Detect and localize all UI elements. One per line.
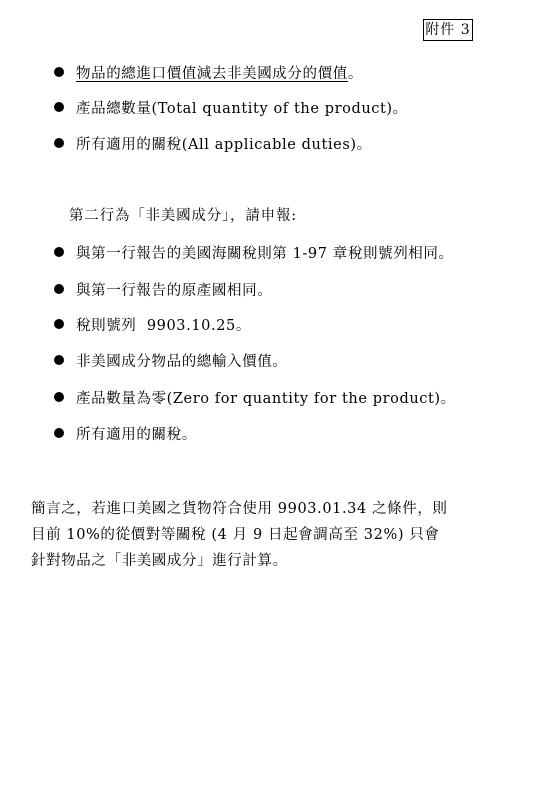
list-item — [53, 422, 197, 444]
list-item-text-wrap — [76, 62, 363, 83]
list-item — [53, 96, 408, 118]
summary-line: 目前 10%的從價對等關稅 (4 月 9 日起會調高至 32%) 只會 — [31, 527, 440, 543]
list-item-text: 所有適用的關稅。 — [76, 426, 197, 443]
bullet-icon — [54, 247, 64, 257]
bullet-icon — [54, 102, 64, 112]
list-item — [53, 349, 287, 371]
bullet-icon — [54, 138, 64, 148]
bullet-icon — [54, 319, 64, 329]
list-item-text: 所有適用的關稅(All applicable duties)。 — [76, 136, 372, 153]
list-item — [53, 386, 456, 408]
list-item-text: 與第一行報告的美國海關稅則第 1-97 章稅則號列相同。 — [76, 245, 454, 262]
list-item — [53, 278, 272, 300]
list-item — [53, 241, 454, 263]
bullet-icon — [54, 355, 64, 365]
list-item-text: 產品數量為零(Zero for quantity for the product)。 — [76, 390, 456, 407]
attachment-label: 附件 3 — [423, 19, 473, 41]
list-item-text: 與第一行報告的原產國相同。 — [76, 282, 273, 299]
list-item-suffix: 。 — [347, 65, 363, 82]
section-heading: 第二行為「非美國成分」，請申報: — [69, 208, 297, 224]
bullet-icon — [54, 428, 64, 438]
bullet-icon — [54, 392, 64, 402]
bullet-icon — [54, 67, 64, 77]
list-item-text: 物品的總進口價值減去非美國成分的價值 — [76, 65, 348, 82]
list-item-text: 非美國成分物品的總輸入價值。 — [76, 353, 288, 370]
bullet-icon — [54, 284, 64, 294]
list-item-text: 稅則號列 9903.10.25。 — [76, 317, 251, 334]
summary-line: 簡言之，若進口美國之貨物符合使用 9903.01.34 之條件，則 — [31, 501, 448, 517]
list-item-text: 產品總數量(Total quantity of the product)。 — [76, 100, 408, 117]
list-item — [53, 313, 251, 335]
list-item — [53, 61, 363, 83]
summary-line: 針對物品之「非美國成分」進行計算。 — [31, 553, 288, 569]
list-item — [53, 132, 372, 154]
